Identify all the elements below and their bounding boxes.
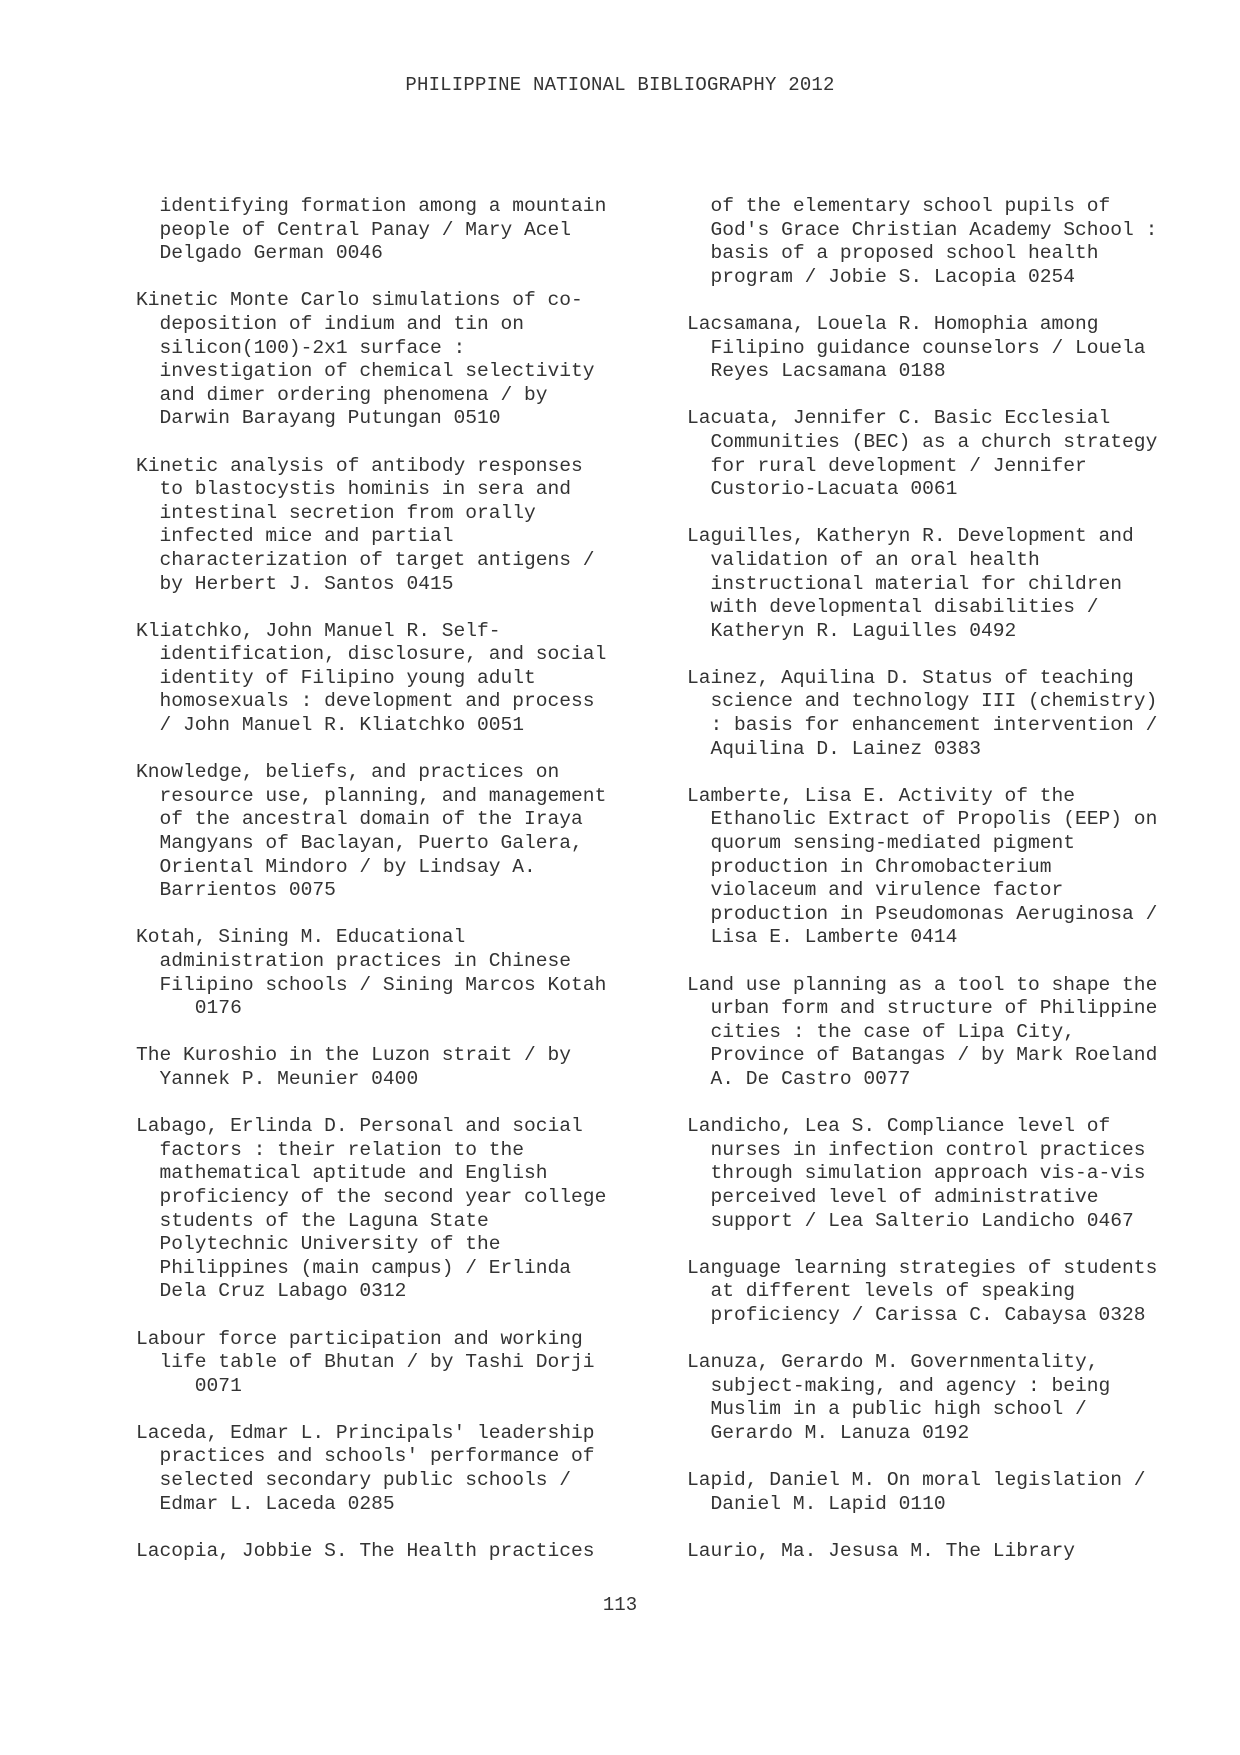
bibliography-entry: Labour force participation and working life table of Bhutan / by Tashi Dorji 0071	[136, 1327, 595, 1397]
page-header: PHILIPPINE NATIONAL BIBLIOGRAPHY 2012	[405, 74, 835, 96]
bibliography-entry: Laurio, Ma. Jesusa M. The Library	[687, 1539, 1076, 1562]
bibliography-entry: Knowledge, beliefs, and practices on resource use, planning, and management of the ancestral domain of the Iraya Mangyans of Baclayan, Puerto Galera, Oriental Mindoro / by Lindsay A. Barrientos 0075	[136, 761, 607, 902]
bibliography-entry: Language learning strategies of students at different levels of speaking proficiency / Carissa C. Cabaysa 0328	[687, 1256, 1158, 1326]
bibliography-entry: Landicho, Lea S. Compliance level of nurses in infection control practices through simulation approach vis-a-vis perceived level of administrative support / Lea Salterio Landicho 0467	[687, 1115, 1146, 1232]
bibliography-entry: Laceda, Edmar L. Principals' leadership practices and schools' performance of selected secondary public schools / Edmar L. Laceda 0285	[136, 1421, 595, 1515]
bibliography-entry: Land use planning as a tool to shape the urban form and structure of Philippine cities : the case of Lipa City, Province of Batangas / by Mark Roeland A. De Castro 0077	[687, 973, 1158, 1090]
bibliography-entry: Lacopia, Jobbie S. The Health practices	[136, 1539, 595, 1562]
bibliography-entry: of the elementary school pupils of God's Grace Christian Academy School : basis of a proposed school health program / Jobie S. Lacopia 0254	[710, 195, 1158, 288]
bibliography-entry: Kliatchko, John Manuel R. Self- identification, disclosure, and social identity of Filipino young adult homosexuals : development and process / John Manuel R. Kliatchko 0051	[136, 619, 607, 737]
bibliography-entry: Kinetic Monte Carlo simulations of co- deposition of indium and tin on silicon(100)-2x1 surface : investigation of chemical selectivity and dimer ordering phenomena / by Darwin Barayang Putungan 0510	[136, 289, 595, 430]
bibliography-entry: Lamberte, Lisa E. Activity of the Ethanolic Extract of Propolis (EEP) on quorum sensing-mediated pigment production in Chromobacterium violaceum and virulence factor production in Pseudomonas Aeruginosa / Lisa E. Lamberte 0414	[687, 784, 1158, 949]
bibliography-entry: The Kuroshio in the Luzon strait / by Yannek P. Meunier 0400	[136, 1044, 572, 1090]
bibliography-entry: Kinetic analysis of antibody responses to blastocystis hominis in sera and intestinal secretion from orally infected mice and partial characterization of target antigens / by Herbert J. Santos 0415	[136, 454, 595, 595]
bibliography-entry: Lapid, Daniel M. On moral legislation / Daniel M. Lapid 0110	[687, 1469, 1146, 1515]
right-column	[687, 195, 1207, 1587]
bibliography-entry: Labago, Erlinda D. Personal and social factors : their relation to the mathematical aptitude and English proficiency of the second year college students of the Laguna State Polytechnic University of the Philippines (main campus) / Erlinda Dela Cruz Labago 0312	[136, 1115, 607, 1303]
bibliography-entry: Lacuata, Jennifer C. Basic Ecclesial Communities (BEC) as a church strategy for rural development / Jennifer Custorio-Lacuata 0061	[687, 407, 1158, 501]
bibliography-entry: Kotah, Sining M. Educational administration practices in Chinese Filipino schools / Sining Marcos Kotah 0176	[136, 926, 607, 1020]
bibliography-entry: identifying formation among a mountain people of Central Panay / Mary Acel Delgado German 0046	[159, 195, 607, 265]
bibliography-entry: Lanuza, Gerardo M. Governmentality, subject-making, and agency : being Muslim in a public high school / Gerardo M. Lanuza 0192	[687, 1351, 1111, 1444]
left-column	[136, 195, 656, 1587]
bibliography-entry: Lainez, Aquilina D. Status of teaching science and technology III (chemistry) : basis for enhancement intervention / Aquilina D. Lainez 0383	[687, 666, 1158, 760]
bibliography-entry: Laguilles, Katheryn R. Development and validation of an oral health instructional material for children with developmental disabilities / Katheryn R. Laguilles 0492	[687, 525, 1134, 642]
bibliography-entry: Lacsamana, Louela R. Homophia among Filipino guidance counselors / Louela Reyes Lacsamana 0188	[687, 312, 1146, 383]
page-number: 113	[602, 1594, 638, 1616]
